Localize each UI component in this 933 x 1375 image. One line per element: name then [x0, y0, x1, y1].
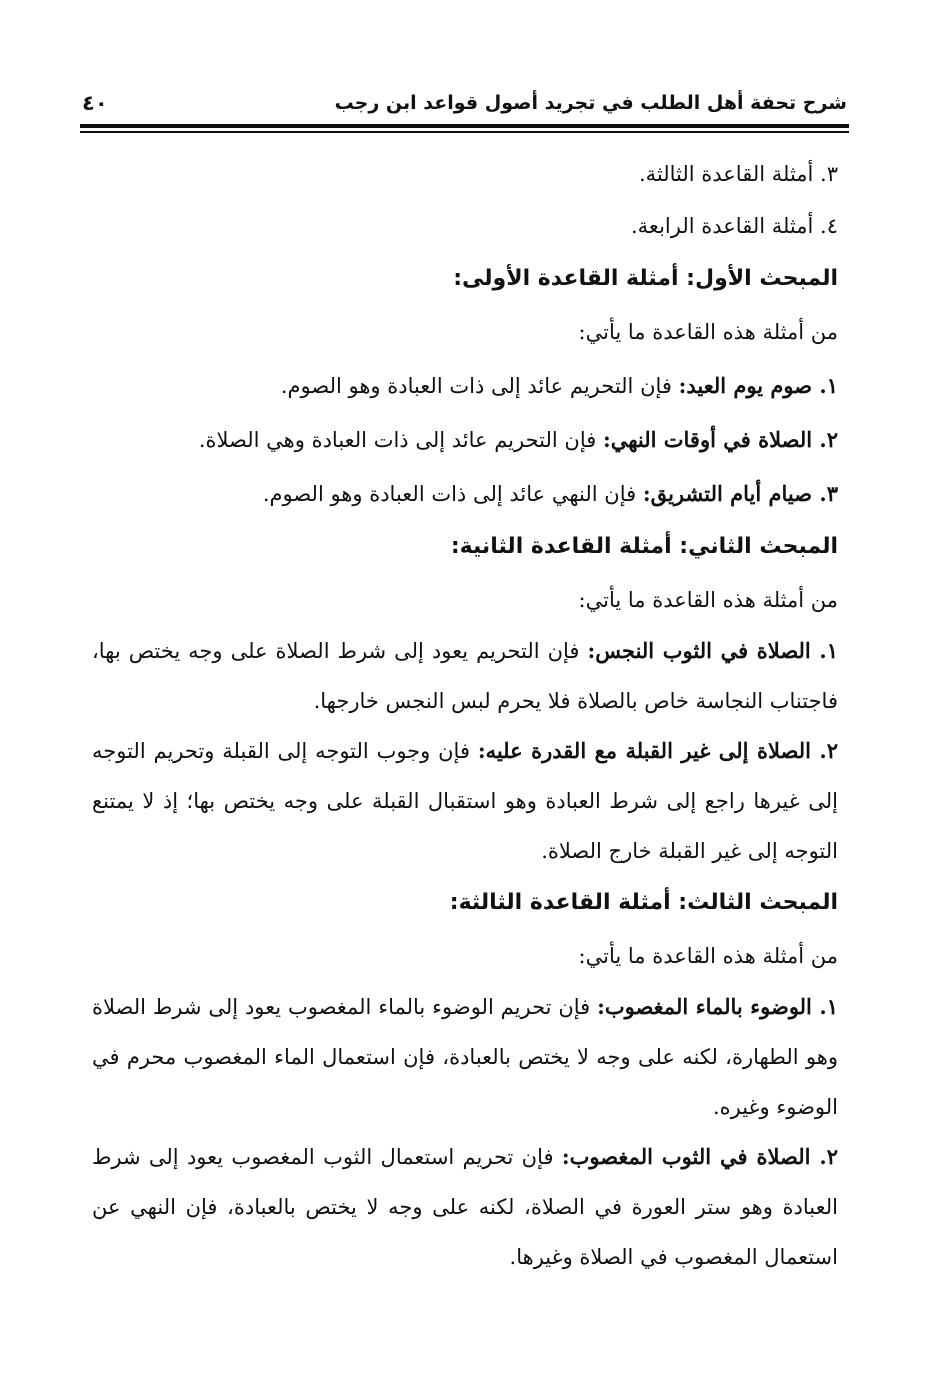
section-heading: المبحث الثاني: أمثلة القاعدة الثانية:	[450, 534, 838, 559]
section-intro: من أمثلة هذه القاعدة ما يأتي:	[578, 320, 838, 344]
example-item	[92, 414, 838, 466]
example-item	[92, 626, 838, 726]
section-intro: من أمثلة هذه القاعدة ما يأتي:	[578, 944, 838, 968]
section-heading: المبحث الأول: أمثلة القاعدة الأولى:	[453, 266, 838, 291]
example-item	[92, 468, 838, 520]
example-item	[92, 360, 838, 412]
example-lead: ١. صوم يوم العيد:	[678, 373, 838, 398]
example-text: فإن وجوب التوجه إلى القبلة وتحريم التوجه إلى غيرها راجع إلى شرط العبادة وهو استقبال القبلة على وجه يختص بها؛ إذ لا يمتنع التوجه إلى غير القبلة خارج الصلاة.	[92, 739, 838, 863]
running-title: شرح تحفة أهل الطلب في تجريد أصول قواعد ابن رجب	[334, 92, 847, 114]
header-rule-thin	[80, 131, 849, 133]
example-text: فإن التحريم عائد إلى ذات العبادة وهي الصلاة.	[198, 428, 603, 452]
example-text: فإن تحريم استعمال الثوب المغصوب يعود إلى شرط العبادة وهو ستر العورة في الصلاة، لكنه على وجه لا يختص بالعبادة، فإن النهي عن استعمال المغصوب في الصلاة وغيرها.	[92, 1145, 838, 1269]
example-lead: ٢. الصلاة إلى غير القبلة مع القدرة عليه:	[477, 738, 838, 763]
section-heading: المبحث الثالث: أمثلة القاعدة الثالثة:	[449, 890, 838, 915]
intro-item: ٣. أمثلة القاعدة الثالثة.	[638, 162, 838, 186]
example-item	[92, 726, 838, 876]
header-rule-thick	[80, 124, 849, 128]
example-lead: ١. الصلاة في الثوب النجس:	[587, 638, 838, 663]
example-text: فإن تحريم الوضوء بالماء المغصوب يعود إلى شرط الصلاة وهو الطهارة، لكنه على وجه لا يختص بالعبادة، فإن استعمال الماء المغصوب محرم في الوضوء وغيره.	[92, 995, 838, 1119]
example-lead: ٢. الصلاة في أوقات النهي:	[602, 427, 838, 452]
example-text: فإن التحريم عائد إلى ذات العبادة وهو الصوم.	[280, 374, 679, 398]
example-lead: ٢. الصلاة في الثوب المغصوب:	[561, 1144, 838, 1169]
example-item	[92, 1132, 838, 1282]
page-number: ٤٠	[82, 91, 108, 115]
example-lead: ١. الوضوء بالماء المغصوب:	[597, 994, 839, 1019]
section-intro: من أمثلة هذه القاعدة ما يأتي:	[578, 588, 838, 612]
intro-item: ٤. أمثلة القاعدة الرابعة.	[631, 214, 838, 238]
example-lead: ٣. صيام أيام التشريق:	[642, 481, 838, 506]
page-header	[82, 86, 847, 120]
example-item	[92, 982, 838, 1132]
example-text: فإن التحريم يعود إلى شرط الصلاة على وجه يختص بها، فاجتناب النجاسة خاص بالصلاة فلا يحرم لبس النجس خارجها.	[92, 639, 838, 713]
page-body	[92, 148, 838, 1282]
example-text: فإن النهي عائد إلى ذات العبادة وهو الصوم.	[262, 482, 643, 506]
